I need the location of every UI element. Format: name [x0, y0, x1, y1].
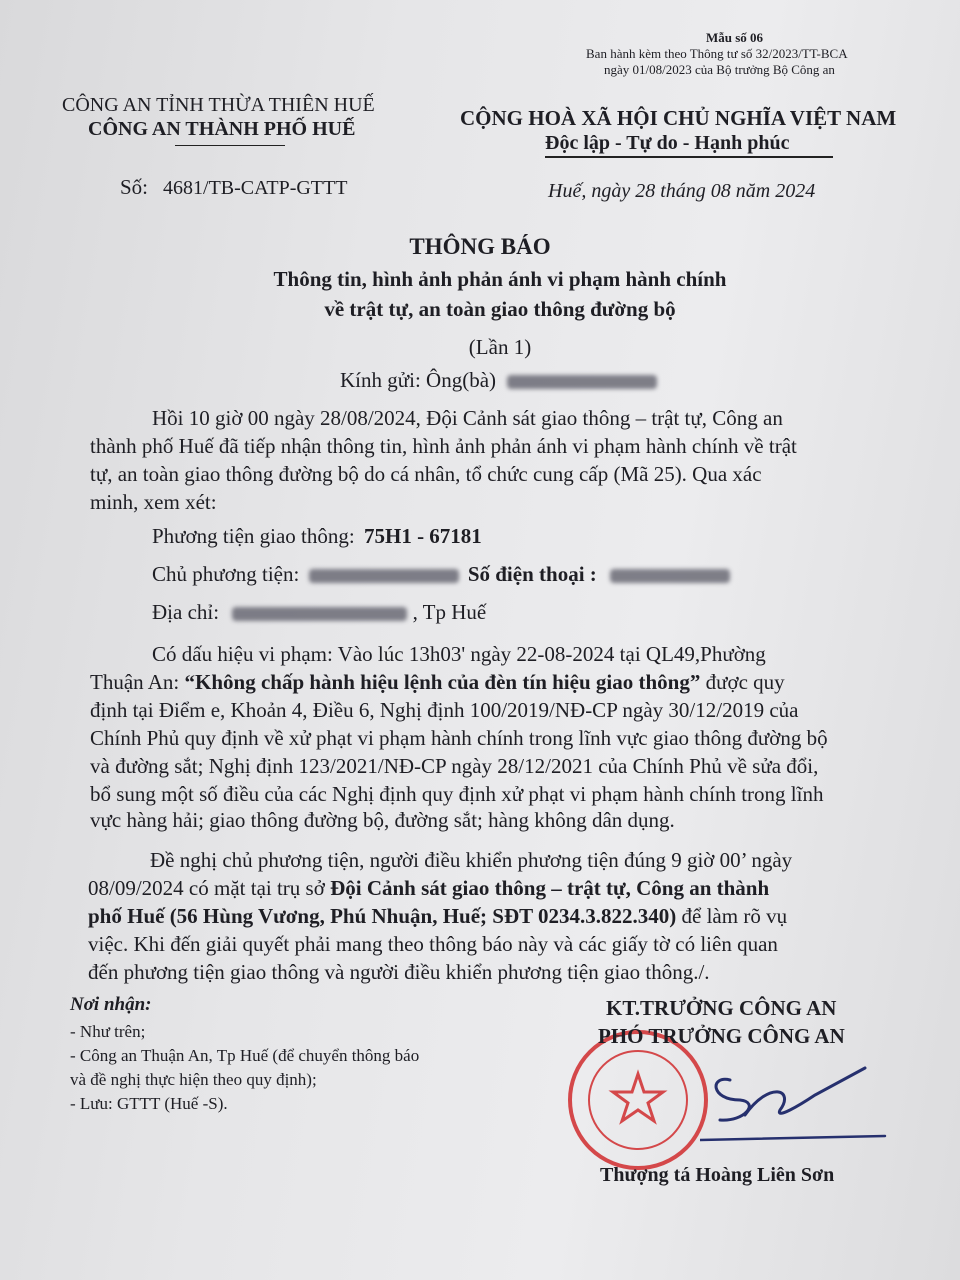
notice-attempt: (Lần 1) [468, 335, 532, 359]
redacted-address [232, 607, 407, 621]
nation-name: CỘNG HOÀ XÃ HỘI CHỦ NGHĨA VIỆT NAM [460, 106, 897, 130]
redacted-name [507, 375, 657, 389]
handwritten-signature-icon [700, 1060, 890, 1150]
addressee [340, 368, 657, 393]
addressee-label: Kính gửi: Ông(bà) [340, 368, 497, 392]
place-date: Huế, ngày 28 tháng 08 năm 2024 [548, 180, 816, 202]
owner-label: Chủ phương tiện: [152, 562, 300, 586]
request-line2 [88, 876, 769, 901]
request-line3-end: để làm rõ vụ [681, 904, 788, 928]
owner-row [152, 562, 730, 587]
request-office-address: phố Huế (56 Hùng Vương, Phú Nhuận, Huế; SĐT 0234.3.822.340) [88, 904, 677, 928]
request-line1: Đề nghị chủ phương tiện, người điều khiển phương tiện đúng 9 giờ 00’ ngày [150, 848, 793, 872]
agency-name: CÔNG AN THÀNH PHỐ HUẾ [88, 118, 356, 140]
vehicle-label: Phương tiện giao thông: [152, 524, 355, 548]
violation-line2 [90, 670, 785, 695]
vehicle-plate: 75H1 - 67181 [363, 524, 482, 548]
signature-title-1: KT.TRƯỞNG CÔNG AN [606, 996, 837, 1020]
signer-name: Thượng tá Hoàng Liên Sơn [600, 1164, 835, 1186]
form-number: Mẫu số 06 [706, 30, 764, 45]
nation-motto: Độc lập - Tự do - Hạnh phúc [545, 132, 790, 154]
redacted-owner [309, 569, 459, 583]
request-line5: đến phương tiện giao thông và người điều khiển phương tiện giao thông./. [88, 960, 710, 984]
violation-line7: vực hàng hải; giao thông đường bộ, đường sắt; hàng không dân dụng. [90, 808, 675, 832]
para1-line2: thành phố Huế đã tiếp nhận thông tin, hình ảnh phản ánh vi phạm hành chính về trật [90, 434, 797, 458]
recipient-2-cont: và đề nghị thực hiện theo quy định); [70, 1070, 317, 1089]
request-office: Đội Cảnh sát giao thông – trật tự, Công an thành [330, 876, 770, 900]
violation-line4: Chính Phủ quy định về xử phạt vi phạm hành chính trong lĩnh vực giao thông đường bộ [90, 726, 828, 750]
document-title: THÔNG BÁO [409, 234, 551, 259]
doc-number-value: 4681/TB-CATP-GTTT [163, 177, 348, 199]
violation-line5: và đường sắt; Nghị định 123/2021/NĐ-CP ngày 28/12/2021 của Chính Phủ về sửa đổi, [90, 754, 819, 778]
violation-line1: Có dấu hiệu vi phạm: Vào lúc 13h03' ngày 22-08-2024 tại QL49,Phường [152, 642, 766, 666]
phone-label: Số điện thoại : [467, 562, 597, 586]
request-line4: việc. Khi đến giải quyết phải mang theo thông báo này và các giấy tờ có liên quan [88, 932, 778, 956]
address-city: , Tp Huế [412, 600, 487, 624]
red-seal-stamp-icon [568, 1030, 708, 1170]
recipients-heading: Nơi nhận: [70, 994, 152, 1015]
violation-line3: định tại Điểm e, Khoản 4, Điều 6, Nghị định 100/2019/NĐ-CP ngày 30/12/2019 của [90, 698, 799, 722]
para1-line3: tự, an toàn giao thông đường bộ do cá nhân, tổ chức cung cấp (Mã 25). Qua xác [90, 462, 762, 486]
address-label: Địa chỉ: [152, 600, 220, 624]
document-subtitle-2: về trật tự, an toàn giao thông đường bộ [324, 297, 676, 321]
vehicle-row [152, 524, 482, 549]
request-date: 08/09/2024 có mặt tại trụ sở [88, 876, 325, 900]
violation-line2-end: được quy [705, 670, 785, 694]
para1-line4: minh, xem xét: [90, 490, 217, 514]
request-line3 [88, 904, 787, 929]
recipient-1: - Như trên; [70, 1022, 146, 1041]
recipient-2: - Công an Thuận An, Tp Huế (để chuyển thông báo [70, 1046, 420, 1065]
motto-underline [545, 156, 833, 158]
signature-title-2: PHÓ TRƯỞNG CÔNG AN [598, 1024, 845, 1048]
para1-line1: Hồi 10 giờ 00 ngày 28/08/2024, Đội Cảnh sát giao thông – trật tự, Công an [152, 406, 783, 430]
recipient-3: - Lưu: GTTT (Huế -S). [70, 1094, 228, 1113]
agency-underline [175, 145, 285, 146]
document-number [120, 175, 347, 200]
address-row [152, 600, 486, 625]
form-date-line: ngày 01/08/2023 của Bộ trưởng Bộ Công an [604, 62, 835, 77]
agency-parent: CÔNG AN TỈNH THỪA THIÊN HUẾ [62, 94, 375, 116]
form-issued-line: Ban hành kèm theo Thông tư số 32/2023/TT-BCA [586, 46, 848, 61]
document-subtitle-1: Thông tin, hình ảnh phản ánh vi phạm hành chính [273, 267, 727, 291]
doc-number-label: Số: [120, 175, 149, 199]
violation-location: Thuận An: [90, 670, 180, 694]
violation-line6: bổ sung một số điều của các Nghị định quy định xử phạt vi phạm hành chính trong lĩnh [90, 782, 824, 806]
violation-description: “Không chấp hành hiệu lệnh của đèn tín hiệu giao thông” [184, 670, 701, 694]
redacted-phone [610, 569, 730, 583]
